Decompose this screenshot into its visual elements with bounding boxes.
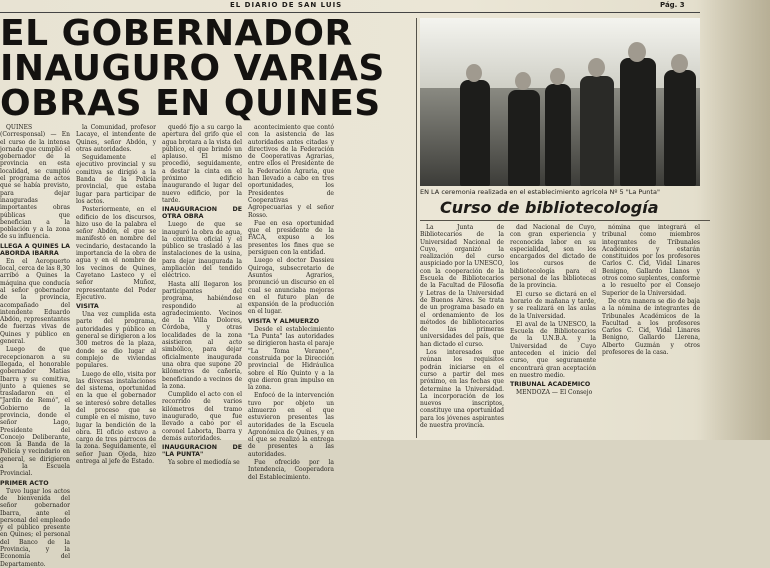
- masthead: [0, 0, 700, 13]
- paragraph: La Junta de Bibliotecarios de la Universidad Nacional de Cuyo, organizó la realización del curso auspiciado por la UNESCO, con la cooperación de la Escuela de Bibliotecarios de la Facultad de Filosofía y Letras de la Universidad de Buenos Aires. Se trata de un programa basado en el ordenamiento de los métodos de bibliotecarios de las primeras universidades del país, que han dictado el curso.: [420, 224, 504, 348]
- article-column-3: [162, 124, 242, 467]
- paragraph: Desde el establecimiento "La Punta" las autoridades se dirigieron hasta el paraje "La Toma Veraneo", construida por la Dirección provincial de Hidráulica sobre el Río Quinto y a la que dieron gran impulso en la zona.: [248, 325, 334, 392]
- person-figure: [545, 84, 571, 186]
- page-number: Pág. 3: [660, 1, 685, 9]
- section-heading: TRIBUNAL ACADEMICO: [510, 381, 591, 389]
- section-heading: LLEGA A QUINES LA ABORDA IBARRA: [0, 242, 70, 257]
- section-heading: INAUGURACION DE OTRA OBRA: [162, 206, 242, 221]
- person-head: [671, 54, 688, 73]
- paragraph: De otra manera se dio de baja a la nómina de integrantes de Tribunales Académicos de la Facultad a los profesores Carlos C. Cid, Vidal Linares Benigno, Gallardo Llerena, Alberto Guzmán y otros profesores de la casa.: [602, 297, 700, 357]
- section-heading: INAUGURACION DE "LA PUNTA": [162, 444, 242, 459]
- person-head: [588, 58, 605, 77]
- person-figure: [620, 58, 656, 186]
- person-figure: [664, 70, 696, 186]
- paragraph: Ya sobre el mediodía se: [168, 459, 240, 467]
- paragraph: nómina que integrará el tribunal como miembros integrantes de Tribunales Académicos y estarán constituidos por los profesores Carlos C. Cid, Vidal Linares Benigno, Gallardo Llanos y otros como suplentes, conforme a lo resuelto por el Consejo Superior de la Universidad.: [602, 224, 700, 297]
- paragraph: Cumplido el acto con el recorrido de varios kilómetros del tramo inaugurado, que fue llevado a cabo por el coronel Laborta, Ibarra y demás autoridades.: [162, 391, 242, 442]
- paragraph: Luego de ello, visita por las diversas instalaciones del sistema, oportunidad en la que el gobernador se interesó sobre detalles del proceso que se cumple en el mismo, tuvo lugar la bendición de la obra. El oficio estuvo a cargo de tres párrocos de la zona. Seguidamente, el señor Juan Ojeda, hizo entrega al jefe de Estado.: [76, 370, 156, 466]
- section-heading: VISITA Y ALMUERZO: [248, 317, 320, 325]
- publication-name: EL DIARIO DE SAN LUIS: [230, 1, 343, 9]
- person-figure: [460, 80, 490, 186]
- article-subhead: Curso de bibliotecología: [440, 198, 659, 217]
- headline-line-2: INAUGURO VARIAS: [0, 48, 385, 89]
- paragraph: Una vez cumplida esta parte del programa, autoridades y público en general se dirigieron a los 300 metros de la plaza, donde se dio lugar al complejo de viviendas populares.: [76, 311, 156, 370]
- person-head: [628, 42, 646, 62]
- person-head: [466, 64, 482, 82]
- paragraph: Enfocó de la intervención tuvo por objeto un almuerzo en el que estuvieron presentes las autoridades de la Escuela Agronómica de Quines, y en el que se realizó la entrega de presentes a las autoridades.: [248, 392, 334, 458]
- article-column-6: [510, 224, 596, 440]
- paragraph: Seguidamente el ejecutivo provincial y su comitiva se dirigió a la Banda de la Policía provincial, que estaba lugar para participar de los actos.: [76, 154, 156, 205]
- person-head: [550, 68, 565, 85]
- paragraph: dad Nacional de Cuyo, con gran experiencia y reconocida labor en su especialidad, son los encargados del dictado de los cursos de bibliotecología para el personal de las bibliotecas de la provincia.: [510, 224, 596, 290]
- paragraph: Hasta allí llegaron los participantes del programa, habiéndose respondido al agradecimiento. Vecinos de la Villa Dolores, Córdoba, y otras localidades de la zona asistieron al acto simbólico, para dejar oficialmente inaugurada una obra que supone 20 kilómetros de cañería, beneficiando a vecinos de la zona.: [162, 280, 242, 390]
- ceremony-photo: [420, 18, 700, 186]
- article-column-1: [0, 124, 70, 568]
- section-rule: [420, 220, 710, 221]
- photo-caption: EN LA ceremonia realizada en el establecimiento agrícola Nº 5 "La Punta": [420, 188, 660, 196]
- paragraph: Posteriormente, en el edificio de los discursos, hizo uso de la palabra el señor Abdón, el que se manifestó en nombre del vecindario, destacando la importancia de la obra de agua y en el nombre de los vecinos de Quines, Cayetano Lasteco y el señor Muñoz, representante del Poder Ejecutivo.: [76, 206, 156, 301]
- paragraph: Fue ofrecido por la Intendencia, Cooperadora del Establecimiento.: [248, 459, 334, 481]
- paragraph: El aval de la UNESCO, la Escuela de Bibliotecarios de la U.N.B.A. y la Universidad de Cuyo anteceden el inicio del curso, que seguramente encontrará gran aceptación en nuestro medio.: [510, 320, 596, 379]
- paragraph: Fue en esa oportunidad que el presidente de la FACA, expuso a los presentes los fines que se persiguen con la entidad.: [248, 219, 334, 257]
- headline: [0, 13, 410, 124]
- headline-line-1: EL GOBERNADOR: [0, 13, 353, 54]
- paragraph: En el Aeropuerto local, cerca de las 8,30 arribó a Quines la máquina que conducía al señor gobernador de la provincia, acompañado del intendente Eduardo Abdón, representantes de fuerzas vivas de Quines y público en general.: [0, 257, 70, 346]
- paragraph: El curso se dictará en el horario de mañana y tarde, y se realizará en las aulas de la Universidad.: [510, 290, 596, 320]
- column-rule: [416, 18, 417, 438]
- article-column-2: [76, 124, 156, 466]
- article-column-4: [248, 124, 334, 481]
- paragraph: quedó fijo a su cargo la apertura del grifo que el agua brotara a la vista del público, el que brindó un aplauso. El mismo procedió, seguidamente, a destar la cinta en el próximo edificio inaugurando el lugar del nuevo edificio, por la tarde.: [162, 124, 242, 204]
- section-heading: PRIMER ACTO: [0, 479, 49, 487]
- paragraph: Luego de que recepcionaron a su llegada, el honorable gobernador Matías Ibarra y su comitiva, junto a quienes se trasladaron en el "Jardín de Remó", el Gobierno de la provincia, donde el señor Lago, Presidente del Concejo Deliberante, con la Banda de la Policía y vecindario en general, se dirigieron a la Escuela Provincial.: [0, 346, 70, 478]
- paragraph: MENDOZA — El Consejo: [516, 389, 593, 397]
- paragraph: Luego de que se inauguró la obra de agua, la comitiva oficial y el público se trasladó a las instalaciones de la usina, para dejar inaugurada la ampliación del tendido eléctrico.: [162, 221, 242, 280]
- paragraph: Tuvo lugar los actos de bienvenida del señor gobernador Ibarra, ante el personal del empleado y el público presente en Quines; el personal del Banco de la Provincia, y la Economía del Departamento.: [0, 487, 70, 568]
- paragraph: Luego el doctor Dassieu Quiroga, subsecretario de Asuntos Agrarios, pronunció un discurso en el cual se anunciaba mejoras en el futuro plan de expansión de la producción en el lugar.: [248, 257, 334, 316]
- paragraph: acontecimiento que contó con la asistencia de las autoridades antes citadas y directivos de la Federación de Cooperativas Agrarias, entre ellos el Presidente de la Federación Agraria, que han llevado a cabo en tres oportunidades, los Presidentes de Cooperativas Agropecuarias y el señor Rosso.: [248, 124, 334, 219]
- headline-line-3: OBRAS EN QUINES: [0, 83, 381, 124]
- paragraph: Los interesados que reúnan los requisitos podrán iniciarse en el curso a partir del mes próximo, en las fechas que determine la Universidad. La incorporación de los nuevos inscriptos, constituye una oportunidad para los jóvenes aspirantes de nuestra provincia.: [420, 349, 504, 430]
- paragraph: la Comunidad, profesor Lacaye, el intendente de Quines, señor Abdón, y otras autoridades.: [76, 124, 156, 153]
- page-edge-shadow: [700, 0, 770, 440]
- paragraph: QUINES (Corresponsal) — En el curso de la intensa jornada que cumplió el gobernador de la provincia en esta localidad, se cumplió el programa de actos que se había previsto, para dejar inauguradas importantes obras públicas que benefician a la población y a la zona de su influencia.: [0, 124, 70, 241]
- person-figure: [580, 76, 614, 186]
- person-head: [515, 72, 531, 90]
- article-column-5: [420, 224, 504, 440]
- person-figure: [508, 90, 540, 186]
- section-heading: VISITA: [76, 303, 99, 311]
- article-column-7: [602, 224, 700, 440]
